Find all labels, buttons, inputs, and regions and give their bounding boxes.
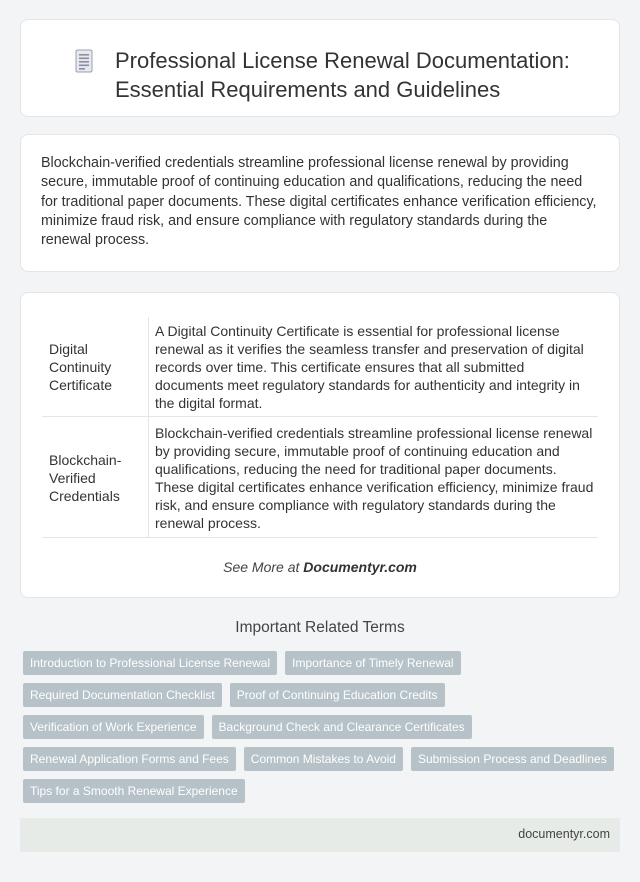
related-term-tag[interactable]: Background Check and Clearance Certificates: [212, 715, 472, 739]
footer-site-link[interactable]: documentyr.com: [518, 827, 610, 841]
see-more-site[interactable]: Documentyr.com: [303, 559, 417, 575]
intro-text: Blockchain-verified credentials streamline professional license renewal by providing secure, immutable proof of continuing education and qualifications, reducing the need for traditional paper documents. These digital certificates enhance verification efficiency, minimize fraud risk, and ensure compliance with regulatory standards during the renewal process.: [41, 155, 597, 249]
see-more-link[interactable]: [21, 559, 619, 575]
footer: [20, 818, 620, 852]
related-term-tag[interactable]: Proof of Continuing Education Credits: [230, 683, 445, 707]
related-term-tag[interactable]: Common Mistakes to Avoid: [244, 747, 403, 771]
document-icon: [73, 48, 95, 74]
table-row: [42, 317, 598, 417]
related-term-tag[interactable]: Verification of Work Experience: [23, 715, 204, 739]
definitions-table: [20, 292, 620, 598]
tag-row: [23, 715, 623, 739]
table-row: [42, 417, 598, 538]
related-term-tag[interactable]: Tips for a Smooth Renewal Experience: [23, 779, 245, 803]
page-title: Professional License Renewal Documentation: Essential Requirements and Guidelines: [115, 48, 570, 102]
definition-cell: A Digital Continuity Certificate is essential for professional license renewal as it verifies the seamless transfer and preservation of digital records over time. This certificate ensures that all submitted documents meet regulatory standards for authenticity and integrity in the digital format.: [155, 323, 584, 411]
term-cell: Blockchain-Verified Credentials: [49, 452, 122, 504]
related-term-tag[interactable]: Importance of Timely Renewal: [285, 651, 460, 675]
related-term-tag[interactable]: Introduction to Professional License Renewal: [23, 651, 277, 675]
intro-card: [20, 134, 620, 272]
definition-cell: Blockchain-verified credentials streamline professional license renewal by providing secure, immutable proof of continuing education and qualifications, reducing the need for traditional paper documents. These digital certificates enhance verification efficiency, minimize fraud risk, and ensure compliance with regulatory standards during the renewal process.: [155, 425, 594, 531]
term-cell: Digital Continuity Certificate: [49, 341, 113, 393]
tag-row: [23, 651, 623, 675]
tag-row: [23, 683, 623, 707]
column-divider: [148, 417, 149, 537]
related-terms-list: [23, 651, 623, 811]
related-term-tag[interactable]: Required Documentation Checklist: [23, 683, 222, 707]
tag-row: [23, 747, 623, 771]
see-more-prefix: See More at: [223, 559, 304, 575]
tag-row: [23, 779, 623, 803]
header-card: [20, 19, 620, 117]
column-divider: [148, 317, 149, 416]
related-terms-title: Important Related Terms: [235, 619, 405, 636]
related-term-tag[interactable]: Renewal Application Forms and Fees: [23, 747, 236, 771]
related-term-tag[interactable]: Submission Process and Deadlines: [411, 747, 614, 771]
